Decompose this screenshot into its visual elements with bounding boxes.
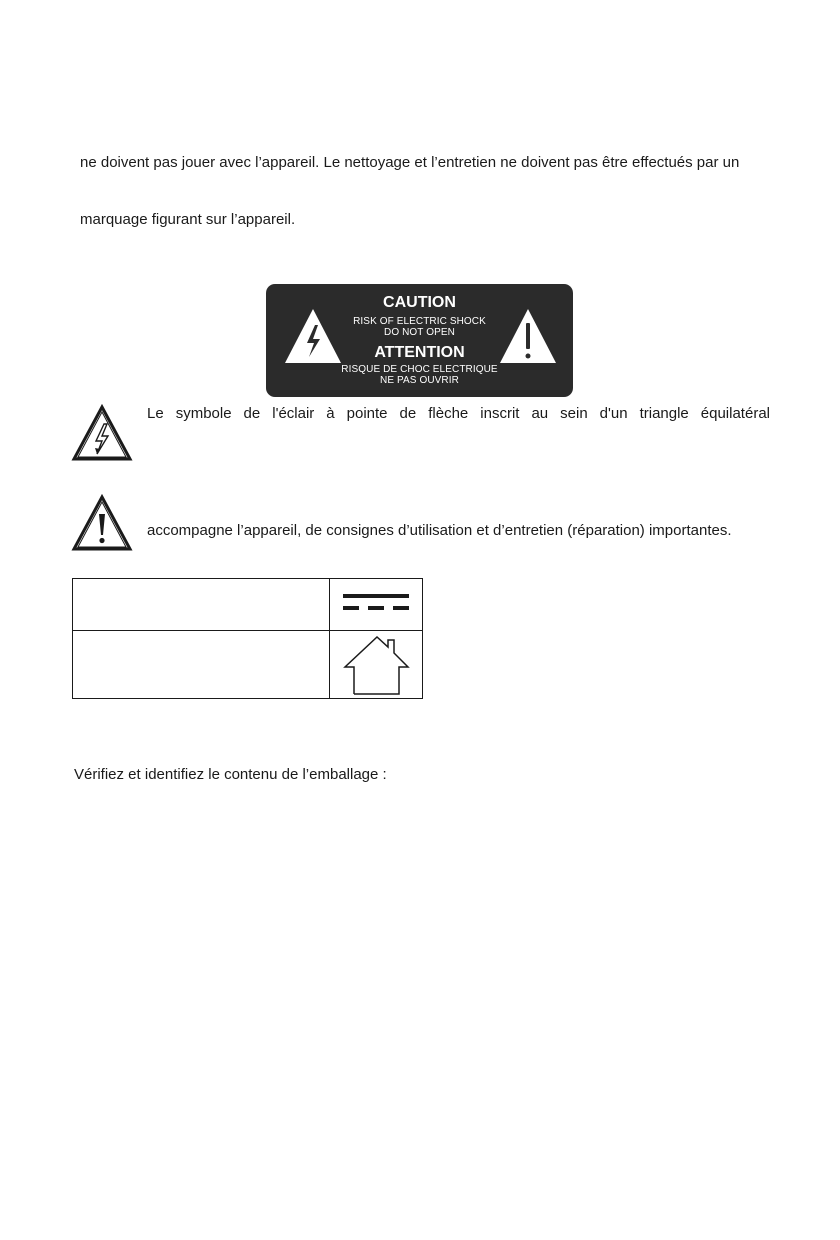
caution-exclamation-icon [498,307,558,365]
table-column-divider [329,579,330,698]
attention-line-2: NE PAS OUVRIR [380,375,459,386]
lightning-triangle-icon [71,404,133,462]
paragraph-line-1: ne doivent pas jouer avec l’appareil. Le nettoyage et l’entretien ne doivent pas être effectués par un [80,154,740,171]
lightning-description: Le symbole de l'éclair à pointe de flèche inscrit au sein d'un triangle équilatéral [147,405,770,422]
package-contents-heading: Vérifiez et identifiez le contenu de l’emballage : [74,766,387,783]
symbol-table [72,578,423,699]
attention-line-1: RISQUE DE CHOC ELECTRIQUE [341,364,498,375]
direct-current-icon [341,592,413,616]
table-row-divider [73,630,422,631]
caution-text-block [326,284,513,386]
caution-title: CAUTION [383,294,456,311]
exclamation-triangle-icon [71,494,133,552]
caution-lightning-icon [283,307,343,365]
exclamation-description: accompagne l’appareil, de consignes d’utilisation et d’entretien (réparation) importantes. [147,522,732,539]
caution-line-2: DO NOT OPEN [384,327,455,338]
paragraph-line-2: marquage figurant sur l’appareil. [80,211,296,228]
attention-title: ATTENTION [374,344,465,361]
indoor-use-house-icon [342,634,412,698]
caution-line-1: RISK OF ELECTRIC SHOCK [353,316,486,327]
